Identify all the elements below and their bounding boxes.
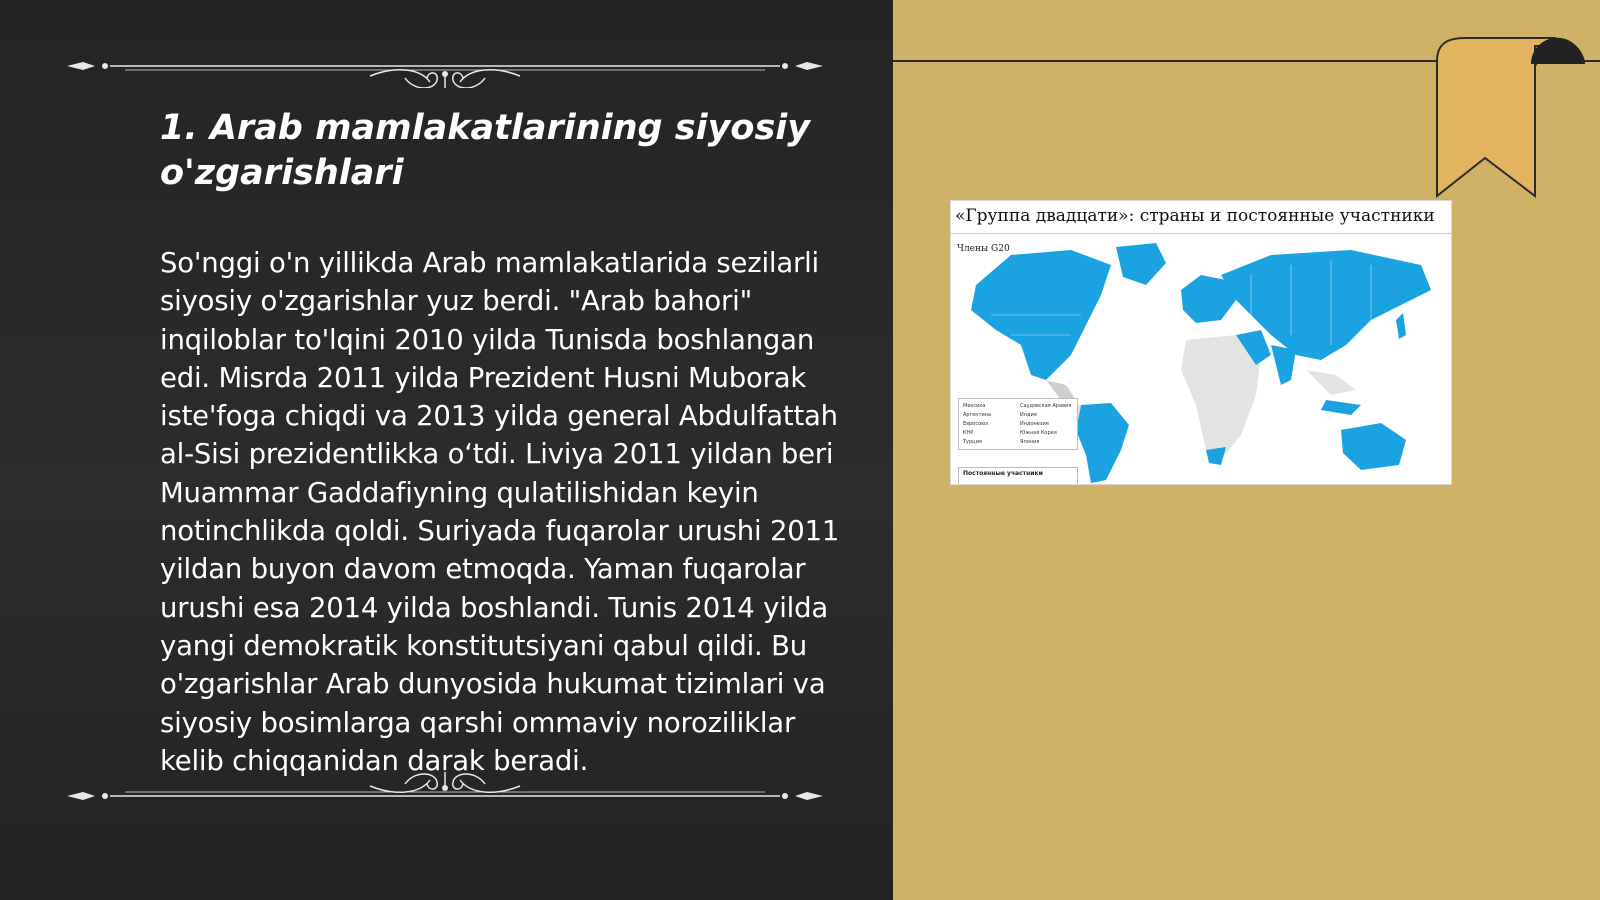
legend-item: Япония <box>1020 439 1040 445</box>
legend-item: Южная Корея <box>1020 430 1057 436</box>
slide-body-text: So'nggi o'n yillikda Arab mamlakatlarida sezilarli siyosiy o'zgarishlar yuz berdi. "Arab bahori" inqiloblar to'lqini 2010 yilda Tunisda boshlangan edi. Misrda 2011 yilda Prezident Husni Muborak iste'foga chiqdi va 2013 yilda general Abdulfattah al-Sisi prezidentlikka o‘tdi. Liviya 2011 yildan beri Muammar Gaddafiyning qulatilishidan keyin notinchlikda qoldi. Suriyada fuqarolar urushi 2011 yildan buyon davom etmoqda. Yaman fuqarolar urushi esa 2014 yilda boshlandi. Tunis 2014 yilda yangi demokratik konstitutsiyani qabul qildi. Bu o'zgarishlar Arab dunyosida hukumat tizimlari va siyosiy bosimlarga qarshi ommaviy noroziliklar kelib chiqqanidan darak beradi. <box>160 247 840 777</box>
legend-item: Индия <box>1020 412 1037 418</box>
map-legend <box>958 398 1078 450</box>
top-ornament-icon <box>65 48 825 88</box>
legend-item: Аргентина <box>963 412 992 418</box>
bottom-ornament-icon <box>65 772 825 812</box>
legend-item: Турция <box>963 439 982 445</box>
map-title: «Группа двадцати»: страны и постоянные участники <box>955 206 1435 226</box>
legend-item: Саудовская Аравия <box>1020 403 1072 409</box>
map-subtitle: Члены G20 <box>957 244 1010 254</box>
map-title-divider <box>951 233 1451 234</box>
permanent-participants-label: Постоянные участники <box>958 467 1078 485</box>
legend-item: Индонезия <box>1020 421 1049 427</box>
legend-item: Евросоюз <box>963 421 989 427</box>
bookmark-ribbon-icon <box>1435 36 1585 198</box>
slide-title: 1. Arab mamlakatlarining siyosiy o'zgarishlari <box>160 108 811 193</box>
g20-map-image <box>950 200 1452 485</box>
legend-item: КНР <box>963 430 974 436</box>
legend-item: Мексика <box>963 403 986 409</box>
